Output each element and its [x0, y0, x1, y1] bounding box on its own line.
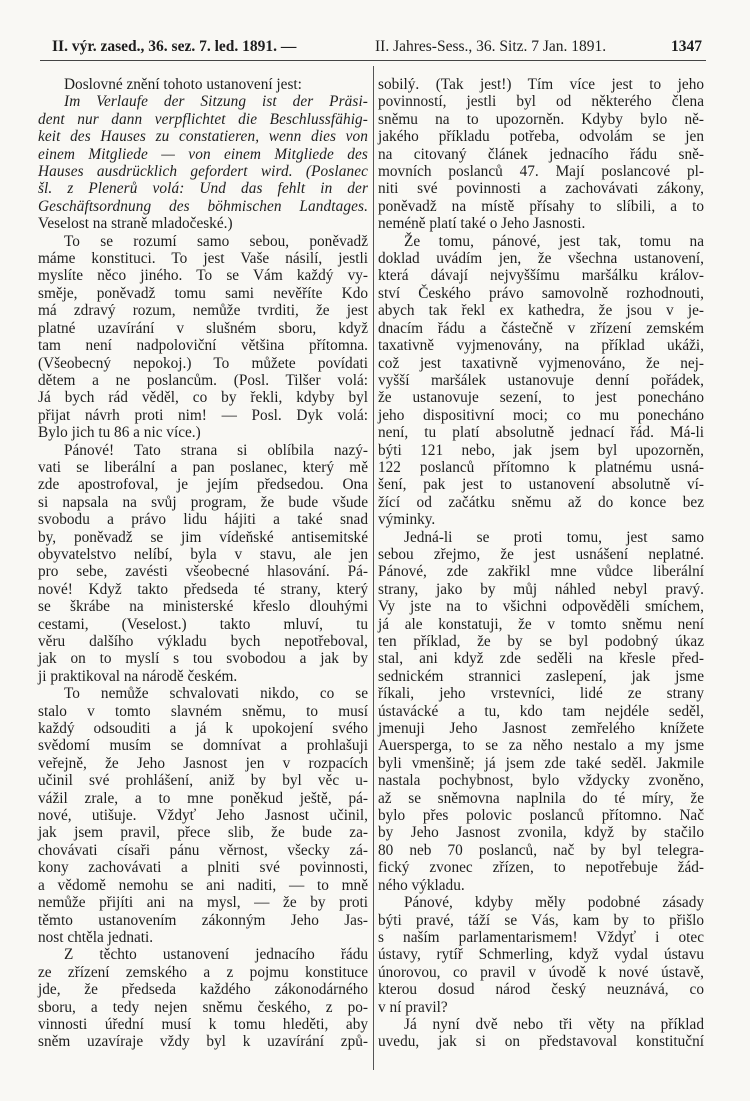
text-line: taxativně vyjmenovány, na příklad ukáži,	[378, 337, 704, 355]
text-line: ústavy, rytíř Schmerling, když vydal ústavu	[378, 946, 704, 964]
text-line: sněmu na to upozorněn. Kdyby bylo ně-	[378, 110, 704, 128]
text-line: jeho dispositivní moci; co mu ponecháno	[378, 406, 704, 424]
text-line: sněm uzavíraje vždy byl k uzavírání způ-	[38, 1033, 368, 1051]
text-line: jak on to myslí s tou svobodou a jak by	[38, 650, 368, 668]
text-line: 80 neb 70 poslanců, nač by byl telegra-	[378, 841, 704, 859]
text-line: niti své povinnosti a zachovávati zákony,	[378, 180, 704, 198]
text-line: nastala pochybnost, bylo vždycky zvoněno,	[378, 772, 704, 790]
text-line: ze zřízení zemského a z pojmu konstituce	[38, 963, 368, 981]
text-line: vyšší maršálek ustanovuje denní pořádek,	[378, 371, 704, 389]
running-header	[52, 38, 702, 58]
text-line: kony zachovávati a plniti své povinnosti,	[38, 859, 368, 877]
text-line: 122 poslanců přítomno k platnému usná-	[378, 458, 704, 476]
text-line: směje, poněvadž tomu sami nevěříte Kdo	[38, 284, 368, 302]
text-line: Jedná-li se proti tomu, jest samo	[404, 528, 704, 546]
text-line: chovávati císaři pánu věrnost, všecky zá-	[38, 841, 368, 859]
text-line: ten příklad, že by se byl podobný úkaz	[378, 633, 704, 650]
text-line: každý odsouditi a já k upokojení svého	[38, 720, 368, 738]
text-line: nost chtěla jednati.	[38, 928, 154, 946]
text-line: by Jeho Jasnost zvonila, když by stačilo	[378, 824, 704, 842]
text-line: má zdravý rozum, nemůže tvrditi, že jest	[38, 302, 368, 320]
text-line: vážil zrale, a to mne poněkud ještě, pá-	[38, 789, 368, 807]
paragraph	[378, 76, 704, 233]
text-line: na citovaný článek jednacího řádu sně-	[378, 145, 704, 163]
text-line: dětem a ne poslancům. (Posl. Tilšer volá:	[38, 371, 368, 389]
text-line: sednickém strannici zaslepení, jak jsme	[378, 667, 704, 685]
text-line: stalo v tomto slavném sněmu, to musí	[38, 702, 368, 720]
text-line: zde apostrofoval, je jejím předsedou. Ona	[38, 476, 368, 494]
text-line: einem Mitgliede — von einem Mitgliede des	[38, 145, 368, 163]
text-line: fický zvonec zřízen, to nepotřebuje žád-	[378, 859, 704, 877]
text-line: To nemůže schvalovati nikdo, co se	[64, 685, 368, 703]
text-line: se škrábe na ministerské křeslo dlouhými	[38, 598, 368, 616]
text-line: jmenuji Jeho Jasnost zemřelého knížete	[378, 720, 704, 738]
text-line: myslíte něco jiného. To se Vám každý vy-	[38, 267, 368, 285]
header-german: II. Jahres-Sess., 36. Sitz. 7 Jan. 1891.	[375, 38, 607, 55]
text-line: v ní pravil?	[378, 998, 448, 1016]
paragraph	[38, 93, 368, 232]
text-line: Z těchto ustanovení jednacího řádu	[64, 946, 368, 964]
text-line: jakého příkladu potřeba, odvolám se jen	[378, 128, 704, 146]
text-line: Bylo jich tu 86 a nic více.)	[38, 424, 201, 442]
text-line: svědomí musím se domnívat a prohlašuji	[38, 737, 368, 755]
text-line: Že tomu, pánové, jest tak, tomu na	[404, 232, 704, 250]
text-line: že ustanovuje sezení, to jest ponecháno	[378, 389, 704, 407]
text-line: já ale konstatuji, že v tomto sněmu není	[378, 615, 704, 633]
text-line: vinnosti úřední musí k tomu hleděti, aby	[38, 1015, 368, 1033]
page-number: 1347	[671, 38, 702, 55]
text-line: To se rozumí samo sebou, poněvadž	[64, 232, 368, 250]
text-line: povinností, jestli byl od některého člena	[378, 93, 704, 111]
text-line: sboru, a tedy nejen sněmu českého, z po-	[38, 998, 368, 1016]
text-line: máme konstituci. To jest Vaše násilí, jestli	[38, 250, 368, 268]
text-line: jak jsem pravil, přece slib, že bude za-	[38, 824, 368, 842]
right-column	[378, 76, 704, 1051]
text-line: vati se liberální a pan poslanec, který mě	[38, 458, 368, 476]
text-line: býti pravé, táží se Vás, kam by to přišlo	[378, 911, 704, 929]
text-line: býti 121 nebo, jak jsem byl upozorněn,	[378, 441, 704, 459]
text-line: Vy jste na to všichni odpověděli smíchem,	[378, 598, 704, 616]
text-line: platné uzavírání v slušném sboru, když	[38, 319, 368, 337]
text-line: nové! Když takto předseda té strany, který	[38, 580, 368, 598]
text-line: poněvadž na místě přísahy to slíbili, a to	[378, 197, 704, 215]
text-line: sebou zřejmo, že jest usnášení neplatné.	[378, 545, 704, 563]
header-czech: II. výr. zased., 36. sez. 7. led. 1891. —	[52, 38, 297, 55]
text-line: Veselost na straně mladočeské.)	[38, 215, 233, 233]
text-line: až se sněmovna naplnila do té míry, že	[378, 789, 704, 807]
paragraph	[378, 233, 704, 529]
text-line: svobodu a právo lidu hájiti a také snad	[38, 511, 368, 529]
paragraph	[378, 894, 704, 1016]
text-line: veřejně, že Jeho Jasnost jen v rozpacích	[38, 754, 368, 772]
text-line: žící od začátku sněmu až do konce bez	[378, 493, 704, 511]
text-line: Pánové, kdyby měly podobné zásady	[404, 894, 704, 912]
left-column	[38, 76, 368, 1051]
text-line: Já nyní dvě nebo tři věty na příklad	[404, 1015, 704, 1033]
paragraph	[38, 233, 368, 442]
text-line: výminky.	[378, 511, 436, 529]
text-line: movních poslanců 47. Mají poslancové pl-	[378, 163, 704, 181]
text-line: nové, utišuje. Vždyť Jeho Jasnost učinil,	[38, 807, 368, 825]
text-line: neméně platí také o Jeho Jasnosti.	[378, 215, 586, 233]
text-line: věru dalšího výkladu bych nepotřeboval,	[38, 633, 368, 650]
text-line: kterou dosud národ český neuznává, co	[378, 981, 704, 999]
text-line: šení, pak jest to ustanovení absolutně ví-	[378, 476, 704, 494]
text-line: Hauses ausdrücklich gefordert wird. (Poslanec	[38, 163, 368, 181]
text-line: dent nur dann verpflichtet die Beschlussfähig-	[38, 110, 368, 128]
text-line: byli vmenšině; já jsem zde také seděl. Jakmile	[378, 754, 704, 772]
text-line: by, poněvadž se jim vídeňské antisemitské	[38, 528, 368, 546]
paragraph	[38, 685, 368, 946]
text-line: s naším parlamentarismem! Vždyť i otec	[378, 928, 704, 946]
text-line: bylo přes polovic poslanců přítomno. Nač	[378, 807, 704, 825]
text-line: doklad uvádím jen, že všechna ustanovení,	[378, 250, 704, 268]
text-line: stal, ani když zde seděli na křesle před-	[378, 650, 704, 668]
text-line: jde, že předseda každého zákonodárného	[38, 981, 368, 999]
text-line: a vědomě nemohu se ani naditi, — to mně	[38, 876, 368, 894]
text-line: pro sebe, zavésti všeobecné hlasování. Pá-	[38, 563, 368, 581]
text-line: Im Verlaufe der Sitzung ist der Präsi-	[64, 93, 368, 111]
text-line: Geschäftsordnung des böhmischen Landtages.	[38, 197, 368, 215]
text-line: únorovou, co pravil v úvodě k nové ústavě,	[378, 963, 704, 981]
text-line: není, tu platí absolutně jednací řád. Má-li	[378, 424, 704, 442]
text-line: ství Českého právo samovolně rozhodnouti,	[378, 284, 704, 302]
paragraph	[38, 946, 368, 1050]
text-line: Pánové, zde zakřikl mne vůdce liberální	[378, 563, 704, 581]
text-line: ji praktikoval na národě českém.	[38, 667, 238, 685]
text-line: sobilý. (Tak jest!) Tím více jest to jeho	[378, 76, 704, 93]
text-line: tam není nadpoloviční většina přítomna.	[38, 337, 368, 355]
text-line: nemůže přijíti ani na mysl, — že by proti	[38, 894, 368, 912]
text-line: těmto ustanovením zákonným Jeho Jas-	[38, 911, 368, 929]
text-line: Já bych rád věděl, co by řekli, kdyby byl	[38, 389, 368, 407]
paragraph	[378, 1016, 704, 1051]
text-line: dnacím řádu a částečně v zřízení zemském	[378, 319, 704, 337]
paragraph	[38, 442, 368, 686]
text-line: což jest taxativně vyjmenováno, že nej-	[378, 354, 704, 372]
paragraph	[38, 76, 368, 93]
column-divider	[373, 66, 374, 1070]
text-line: ústavácké a tu, kdo tam nejdéle seděl,	[378, 702, 704, 720]
text-line: ného výkladu.	[378, 876, 465, 894]
text-line: cestami, (Veselost.) takto mluví, tu	[38, 615, 368, 633]
text-line: obyvatelstvo nelíbí, byla v stavu, ale jen	[38, 545, 368, 563]
text-line: která dávají nejvyššímu maršálku králov-	[378, 267, 704, 285]
text-line: abych tak řekl ex kathedra, že jsou v je-	[378, 302, 704, 320]
text-line: Doslovné znění tohoto ustanovení jest:	[64, 76, 302, 93]
header-rule	[40, 60, 706, 61]
paragraph	[378, 529, 704, 895]
text-line: šl. z Plenerů volá: Und das fehlt in der	[38, 180, 368, 198]
text-line: strany, jako by můj náhled nebyl pravý.	[378, 580, 704, 598]
text-line: (Všeobecný nepokoj.) To můžete povídati	[38, 354, 368, 372]
text-line: Pánové! Tato strana si oblíbila nazý-	[64, 441, 368, 459]
text-line: učinil své prohlášení, aniž by byl věc u-	[38, 772, 368, 790]
text-line: uvedu, jak si on představoval konstituční	[378, 1033, 704, 1051]
text-line: přijat návrh proti nim! — Posl. Dyk volá:	[38, 406, 368, 424]
text-line: říkali, jeho vrstevníci, lidé ze strany	[378, 685, 704, 703]
text-line: Auersperga, to se za něho nestalo a my jsme	[378, 737, 704, 755]
text-line: si napsala na svůj program, že bude všude	[38, 493, 368, 511]
text-line: keit des Hauses zu constatieren, wenn dies von	[38, 128, 368, 146]
